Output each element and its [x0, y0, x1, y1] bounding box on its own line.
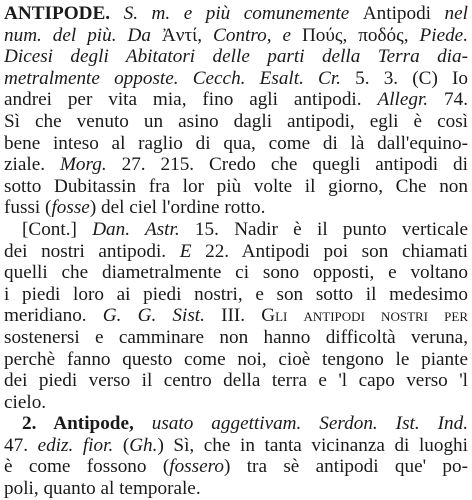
text-run: meridiano. — [4, 305, 103, 327]
text-run: ANTIPODE. — [4, 3, 111, 24]
text-line — [4, 305, 468, 327]
text-run: Πούς, ποδός, — [301, 24, 420, 46]
text-line — [4, 327, 468, 349]
text-run: poli, quanto al temporale. — [4, 478, 201, 500]
text-run: num. del più. Da — [4, 24, 162, 46]
text-run: andrei per vita mia, fino agli antipodi. — [4, 89, 378, 111]
text-run: metralmente opposte. Cecch. Esalt. Cr. — [4, 67, 356, 89]
entry-definition-block — [4, 3, 468, 219]
text-run: 15. Nadir è il punto verticale — [194, 218, 468, 240]
text-line — [4, 46, 468, 68]
text-line — [4, 435, 468, 457]
text-run: ) Sì, che in tanta vicinanza di luoghi — [157, 434, 468, 456]
text-line — [4, 89, 468, 111]
text-line — [4, 392, 468, 414]
text-run: 2. Antipode, — [22, 413, 152, 435]
text-run: sostenersi e camminare non hanno difficoltà veruna, — [4, 326, 468, 348]
text-run: quelli che diametralmente ci sono opposti, e voltano — [4, 262, 468, 284]
text-run: Contro, e — [213, 24, 302, 46]
text-line — [4, 284, 468, 306]
entry-sense-2-block — [4, 413, 468, 499]
text-run: E — [179, 240, 206, 262]
text-run: Antipodi — [362, 3, 445, 24]
text-run: Dicesi degli Abitatori delle parti della Terra dia- — [4, 46, 468, 68]
text-run: ) tra sè antipodi que' po- — [223, 456, 468, 478]
text-run: ziale. — [4, 154, 60, 176]
text-line — [4, 133, 468, 155]
text-run: i piedi loro ai piedi nostri, e son sotto il medesimo — [4, 283, 468, 305]
text-run: bene inteso al raglio di qua, come di là dall'equino- — [4, 132, 468, 154]
text-run: Sì che venuto un asino dagli antipodi, egli è così — [4, 110, 468, 132]
text-run: nel — [444, 3, 468, 24]
text-run: usato aggettivam. Serdon. Ist. Ind. — [151, 413, 468, 435]
text-run: [Cont.] — [22, 218, 93, 240]
text-run: 22. Antipodi poi son chiamati — [205, 240, 468, 262]
text-line — [4, 176, 468, 198]
text-run: ) del ciel l'ordine rotto. — [89, 197, 266, 219]
text-line — [4, 111, 468, 133]
text-run: dei piedi verso il centro della terra e 'l capo verso 'l — [4, 370, 468, 392]
text-run: fussi ( — [4, 197, 52, 219]
text-run: Allegr. — [377, 89, 444, 111]
text-run: 5. 3. (C) Io — [355, 67, 469, 89]
text-line — [4, 478, 468, 500]
text-run: ediz. fior. — [37, 434, 123, 456]
text-line — [4, 25, 468, 47]
text-line — [4, 456, 468, 478]
text-line — [4, 349, 468, 371]
entry-cont-block — [4, 219, 468, 413]
text-run: S. m. e più comunemente — [110, 3, 363, 24]
text-run: cielo. — [4, 391, 47, 413]
text-line — [4, 413, 468, 435]
text-run: Gh. — [129, 434, 158, 456]
text-run: dei nostri antipodi. — [4, 240, 180, 262]
text-run: Ἀντί, — [161, 24, 214, 46]
text-run: fossero — [169, 456, 224, 478]
text-run: sotto Dubitassin fra lor più volte il giorno, Che non — [4, 175, 468, 197]
text-line — [4, 68, 468, 90]
text-run: 27. 215. Credo che quegli antipodi di — [121, 154, 468, 176]
text-run: perchè fanno questo come noi, cioè tengono le piante — [4, 348, 468, 370]
text-run: Dan. Astr. — [92, 218, 195, 240]
dictionary-entry — [4, 3, 468, 500]
text-run: è come fossono ( — [4, 456, 170, 478]
text-run: 74. — [444, 89, 468, 111]
text-run: III. Gli antipodi nostri per — [221, 305, 469, 327]
text-run: Morg. — [59, 154, 122, 176]
text-line — [4, 370, 468, 392]
text-run: fosse — [51, 197, 90, 219]
text-line — [4, 262, 468, 284]
text-line — [4, 3, 468, 25]
text-line — [4, 197, 468, 219]
text-line — [4, 154, 468, 176]
text-run: ( — [122, 434, 130, 456]
text-run: Piede. — [419, 24, 468, 46]
text-run: 47. — [4, 434, 38, 456]
text-run: G. G. Sist. — [102, 305, 222, 327]
text-line — [4, 219, 468, 241]
text-line — [4, 241, 468, 263]
